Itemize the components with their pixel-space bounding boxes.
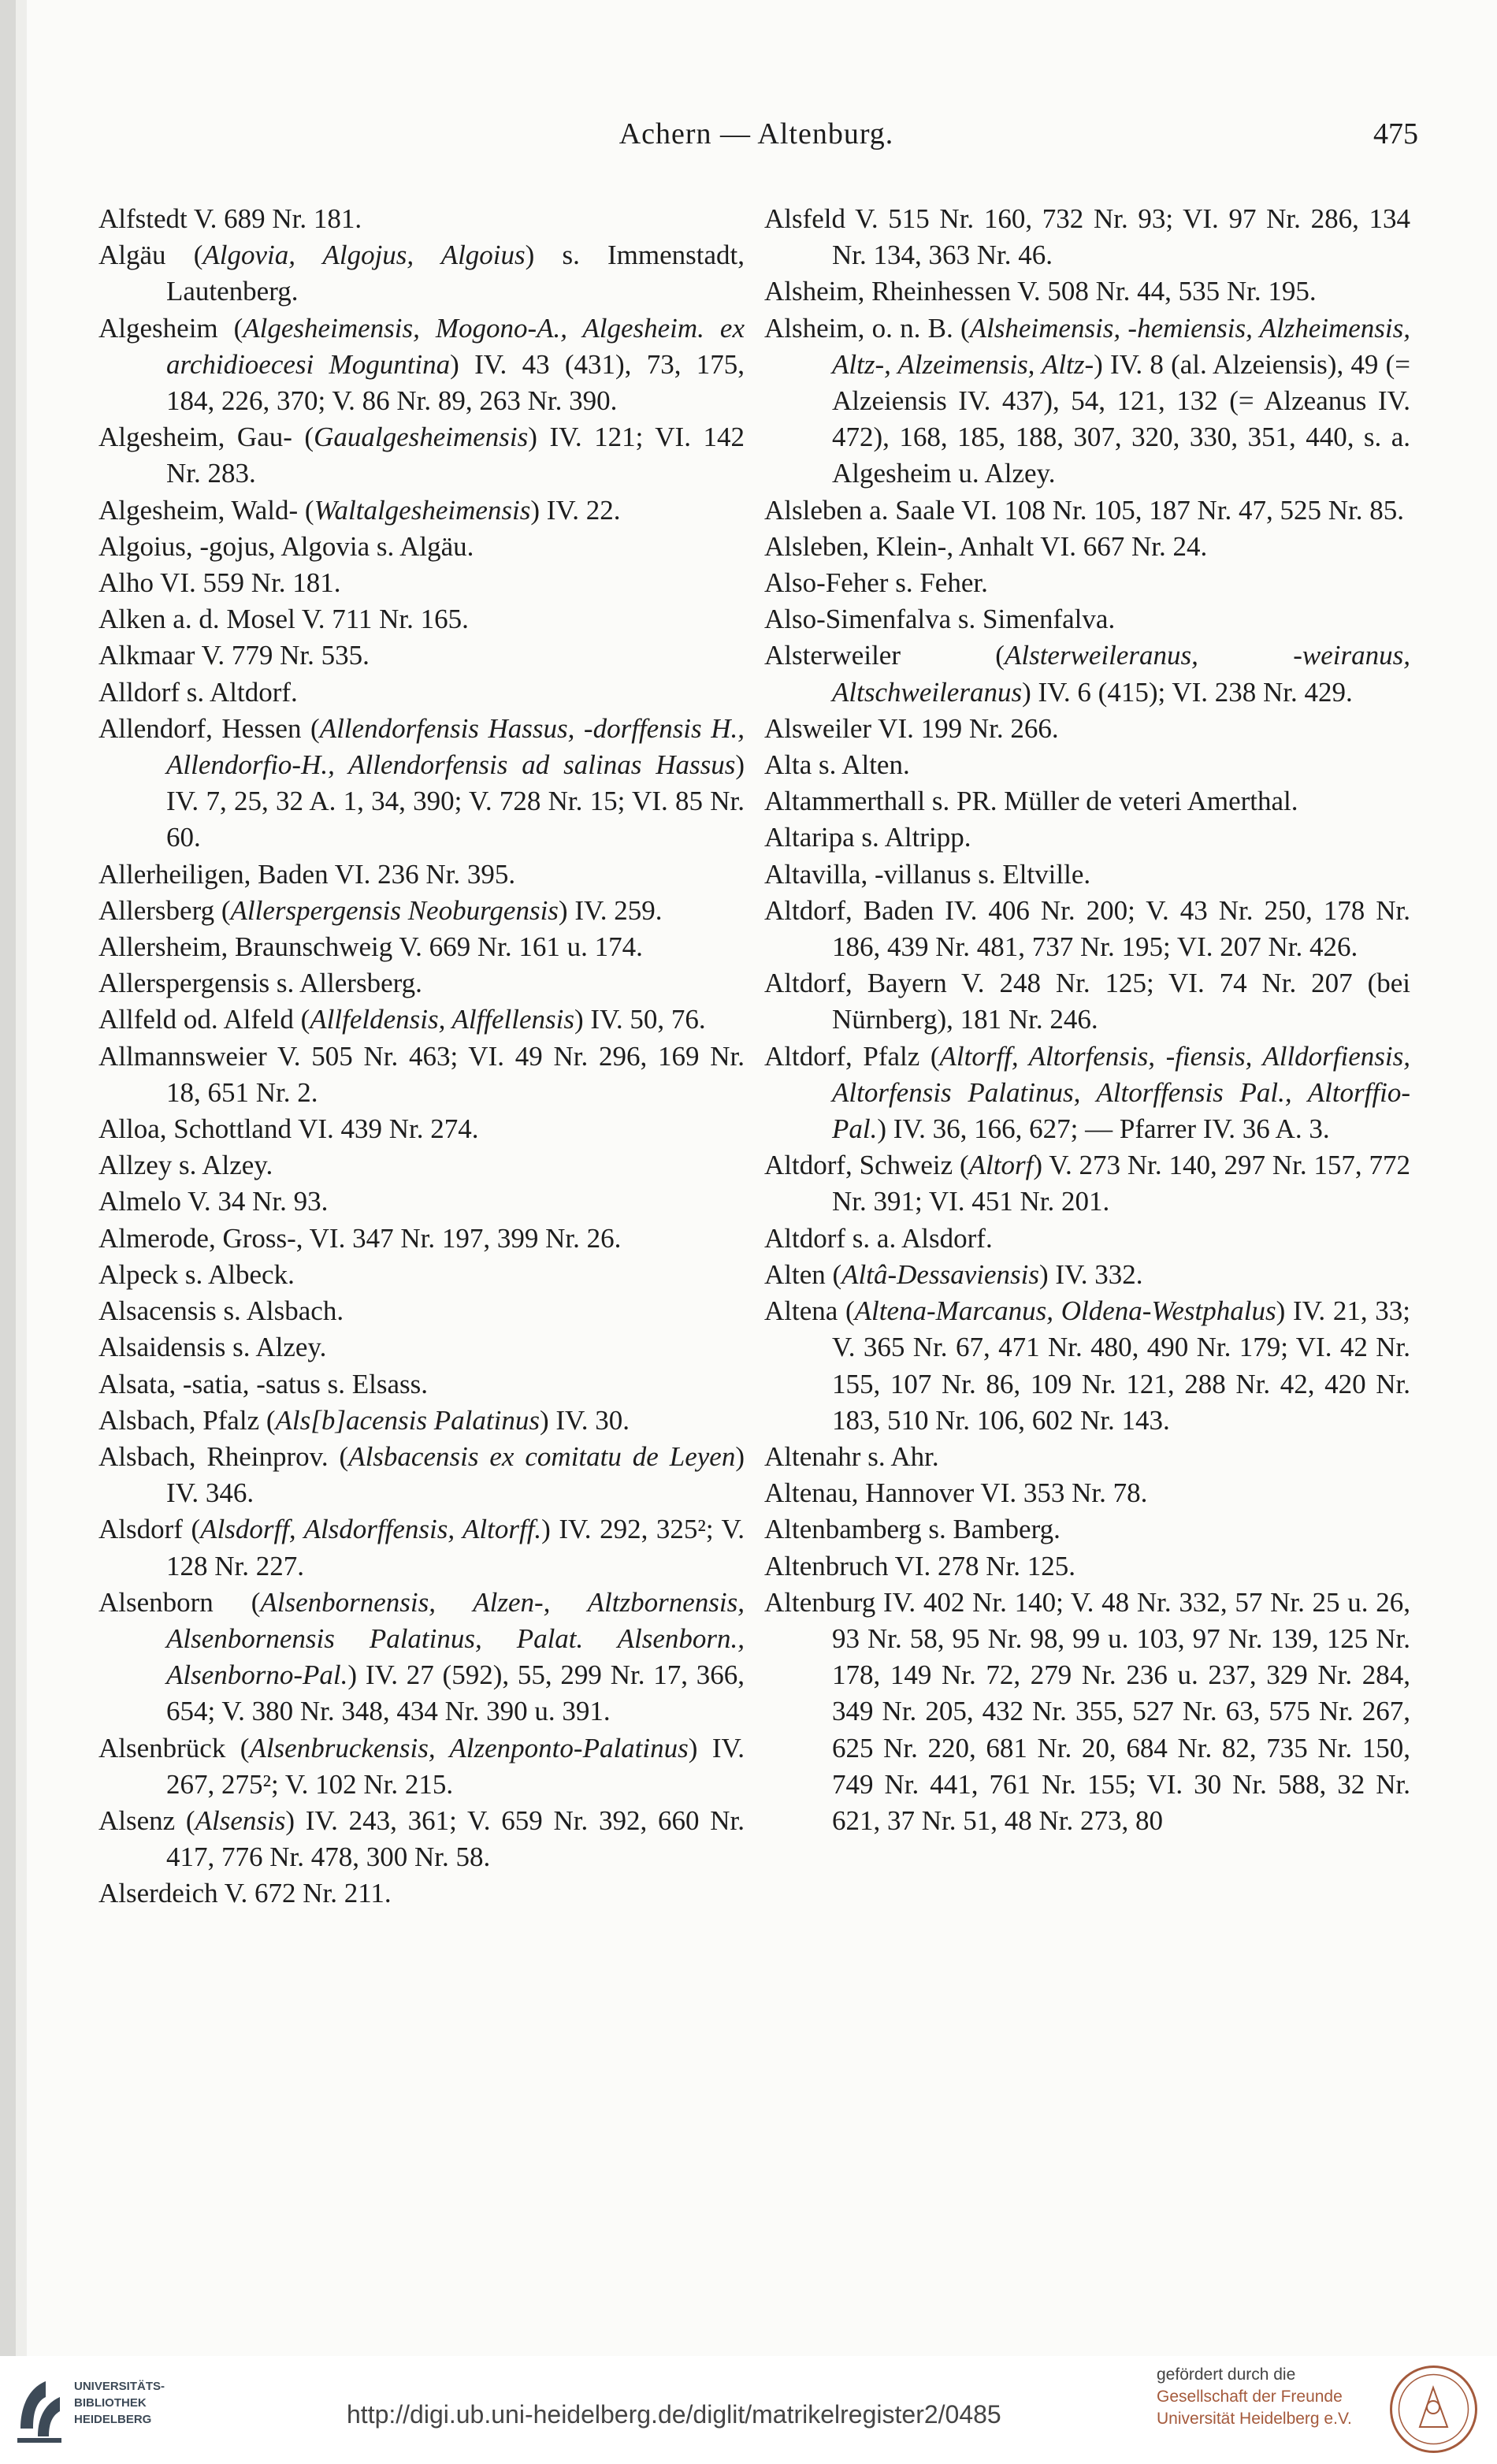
library-name <box>74 2378 165 2428</box>
page-edge-shadow <box>0 0 16 2356</box>
entry-text: Alsaidensis s. Alzey. <box>98 1332 327 1363</box>
entry-text: Alsweiler VI. 199 Nr. 266. <box>764 712 1059 744</box>
entry-text: Alloa, Schottland VI. 439 Nr. 274. <box>98 1113 479 1145</box>
digitization-footer <box>0 2356 1497 2464</box>
entry-text: Allerheiligen, Baden VI. 236 Nr. 395. <box>98 858 516 890</box>
entry-text: ) IV. 121; VI. 142 Nr. 283. <box>166 422 745 489</box>
entry-text: ) s. Immenstadt, Lautenberg. <box>166 240 745 307</box>
latin-name-variants: Algovia, Algojus, Algoius <box>202 240 526 271</box>
latin-name-variants: Allfeldensis, Alffellensis <box>310 1004 574 1035</box>
entry-text: Altenau, Hannover VI. 353 Nr. 78. <box>764 1477 1148 1509</box>
entry-text: Almerode, Gross-, VI. 347 Nr. 197, 399 Nr. 26. <box>98 1222 622 1254</box>
index-entry <box>764 819 1410 856</box>
entry-text: ) IV. 267, 275²; V. 102 Nr. 215. <box>166 1732 745 1800</box>
sponsor-org-line: Gesellschaft der Freunde <box>1157 2388 1343 2406</box>
index-entry <box>764 783 1410 819</box>
entry-text: Alta s. Alten. <box>764 749 910 781</box>
entry-text: Alsenz ( <box>98 1804 195 1836</box>
entry-text: Alsfeld V. 515 Nr. 160, 732 Nr. 93; VI. 97 Nr. 286, 134 Nr. 134, 363 Nr. 46. <box>764 203 1410 271</box>
entry-text: Alsata, -satia, -satus s. Elsass. <box>98 1368 428 1399</box>
entry-text: ) V. 273 Nr. 140, 297 Nr. 157, 772 Nr. 391; VI. 451 Nr. 201. <box>832 1150 1410 1217</box>
index-entry <box>764 1585 1410 1839</box>
latin-name-variants: Altena-Marcanus, Oldena-Westphalus <box>854 1295 1276 1327</box>
entry-text: Allfeld od. Alfeld ( <box>98 1004 310 1035</box>
sponsor-org-line: Universität Heidelberg e.V. <box>1157 2410 1352 2428</box>
index-entry <box>98 637 745 674</box>
latin-name-variants: Alsbacensis ex comitatu de Leyen <box>348 1440 736 1472</box>
latin-name-variants: Algesheimensis, Mogono-A., Algesheim. ex archidioecesi Moguntina <box>166 312 745 380</box>
index-entry <box>764 893 1410 965</box>
index-entry <box>764 1147 1410 1220</box>
latin-name-variants: Alsterweileranus, -weiranus, Altschweileranus <box>832 640 1410 708</box>
index-entry <box>98 1366 745 1403</box>
university-seal-icon <box>1388 2364 1479 2455</box>
latin-name-variants: Allerspergensis Neoburgensis <box>230 894 559 926</box>
entry-text: ) IV. 30. <box>539 1404 630 1436</box>
index-entry <box>98 893 745 929</box>
entry-text: Alfstedt V. 689 Nr. 181. <box>98 203 362 234</box>
index-entry <box>98 601 745 637</box>
latin-name-variants: Altorff, Altorfensis, -fiensis, Alldorfiensis, Altorfensis Palatinus, Altorffensis Pal., Altorffio-Pal. <box>832 1040 1411 1145</box>
entry-text: Algesheim, Gau- ( <box>98 422 314 453</box>
page-edge-highlight <box>16 0 27 2356</box>
entry-text: Also-Simenfalva s. Simenfalva. <box>764 604 1116 635</box>
index-entry <box>98 1803 745 1875</box>
library-name-line: HEIDELBERG <box>74 2413 152 2426</box>
entry-text: Altavilla, -villanus s. Eltville. <box>764 858 1091 890</box>
index-entry <box>98 929 745 965</box>
entry-text: Algoius, -gojus, Algovia s. Algäu. <box>98 530 474 562</box>
entry-text: Algesheim, Wald- ( <box>98 494 314 526</box>
index-entry <box>98 201 745 237</box>
entry-text: ) IV. 36, 166, 627; — Pfarrer IV. 36 A. 3. <box>877 1113 1330 1145</box>
entry-text: Alsbach, Pfalz ( <box>98 1404 276 1436</box>
index-entry <box>98 1221 745 1257</box>
index-entry <box>98 237 745 310</box>
entry-text: Altaripa s. Altripp. <box>764 822 971 853</box>
index-entry <box>98 1329 745 1366</box>
index-entry <box>764 747 1410 783</box>
index-entry <box>98 529 745 565</box>
index-entry <box>98 1439 745 1511</box>
library-emblem-icon <box>14 2373 65 2448</box>
index-entry <box>98 1293 745 1329</box>
entry-text: Allzey s. Alzey. <box>98 1150 273 1181</box>
index-entry <box>764 1221 1410 1257</box>
index-entry <box>764 1257 1410 1293</box>
index-entry <box>98 1002 745 1038</box>
library-name-line: UNIVERSITÄTS- <box>74 2380 165 2393</box>
latin-name-variants: Allendorfensis Hassus, -dorffensis H., Allendorfio-H., Allendorfensis ad salinas Hassus <box>166 712 745 781</box>
library-logo-block[interactable] <box>14 2373 180 2448</box>
index-entry <box>98 1730 745 1803</box>
entry-text: ) IV. 259. <box>558 894 663 926</box>
entry-text: ) IV. 243, 361; V. 659 Nr. 392, 660 Nr. 417, 776 Nr. 478, 300 Nr. 58. <box>166 1804 745 1873</box>
index-entry <box>98 1403 745 1439</box>
index-entry <box>764 1548 1410 1585</box>
index-entry <box>98 711 745 857</box>
entry-text: Algäu ( <box>98 240 203 271</box>
index-entry <box>98 1511 745 1584</box>
latin-name-variants: Alsheimensis, -hemiensis, Alzheimensis, Altz-, Alzeimensis, Altz- <box>832 312 1411 380</box>
entry-text: ) IV. 6 (415); VI. 238 Nr. 429. <box>1022 676 1353 708</box>
index-entry <box>764 965 1410 1038</box>
latin-name-variants: Waltalgesheimensis <box>314 494 531 526</box>
entry-text: Altammerthall s. PR. Müller de veteri Amerthal. <box>764 786 1298 817</box>
index-entry <box>764 1439 1410 1475</box>
entry-text: Alsbach, Rheinprov. ( <box>98 1440 349 1472</box>
entry-text: Alsenborn ( <box>98 1586 261 1618</box>
latin-name-variants: Altorf <box>968 1150 1034 1181</box>
index-entry <box>98 565 745 601</box>
index-entry <box>764 601 1410 637</box>
entry-text: Alsheim, o. n. B. ( <box>764 312 970 344</box>
entry-text: Allendorf, Hessen ( <box>98 712 320 744</box>
entry-text: ) IV. 292, 325²; V. 128 Nr. 227. <box>166 1514 745 1581</box>
entry-text: ) IV. 50, 76. <box>574 1004 706 1035</box>
latin-name-variants: Gaualgesheimensis <box>314 422 529 453</box>
index-entry <box>98 1039 745 1111</box>
entry-text: Almelo V. 34 Nr. 93. <box>98 1186 329 1217</box>
index-entry <box>98 1111 745 1147</box>
index-entry <box>98 419 745 492</box>
entry-text: ) IV. 21, 33; V. 365 Nr. 67, 471 Nr. 480, 490 Nr. 179; VI. 42 Nr. 155, 107 Nr. 86, 109 Nr. 121, 288 Nr. 42, 420 Nr. 183, 510 Nr. 106, 602 Nr. 143. <box>832 1295 1410 1436</box>
index-entry <box>764 857 1410 893</box>
index-entry <box>98 857 745 893</box>
page-number: 475 <box>1373 117 1418 151</box>
entry-text: ) IV. 7, 25, 32 A. 1, 34, 390; V. 728 Nr. 15; VI. 85 Nr. 60. <box>166 749 745 853</box>
index-entry <box>98 492 745 529</box>
index-entry <box>764 492 1410 529</box>
right-column <box>764 201 1410 1839</box>
index-entry <box>764 565 1410 601</box>
entry-text: Altenbamberg s. Bamberg. <box>764 1514 1061 1545</box>
entry-text: Alsacensis s. Alsbach. <box>98 1295 344 1327</box>
source-url-link[interactable]: http://digi.ub.uni-heidelberg.de/diglit/matrikelregister2/0485 <box>347 2400 1001 2429</box>
entry-text: Altenburg IV. 402 Nr. 140; V. 48 Nr. 332, 57 Nr. 25 u. 26, 93 Nr. 58, 95 Nr. 98, 99 u. 103, 97 Nr. 139, 125 Nr. 178, 149 Nr. 72, 279 Nr. 236 u. 237, 329 Nr. 284, 349 Nr. 205, 432 Nr. 355, 527 Nr. 63, 575 Nr. 267, 625 Nr. 220, 681 Nr. 20, 684 Nr. 82, 735 Nr. 150, 749 Nr. 441, 761 Nr. 155; VI. 30 Nr. 588, 32 Nr. 621, 37 Nr. 51, 48 Nr. 273, 80 <box>764 1586 1410 1836</box>
index-entry <box>764 1511 1410 1548</box>
entry-text: ) IV. 43 (431), 73, 175, 184, 226, 370; V. 86 Nr. 89, 263 Nr. 390. <box>166 348 745 417</box>
latin-name-variants: Alsenbornensis, Alzen-, Altzbornensis, Alsenbornensis Palatinus, Palat. Alsenborn., Alsenborno-Pal. <box>166 1586 745 1691</box>
index-entry <box>98 675 745 711</box>
entry-text: ) IV. 27 (592), 55, 299 Nr. 17, 366, 654; V. 380 Nr. 348, 434 Nr. 390 u. 391. <box>166 1659 745 1727</box>
latin-name-variants: Alsensis <box>195 1804 286 1836</box>
index-entry <box>764 637 1410 710</box>
entry-text: Also-Feher s. Feher. <box>764 567 988 599</box>
index-entry <box>98 1257 745 1293</box>
entry-text: Altdorf s. a. Alsdorf. <box>764 1222 993 1254</box>
index-entry <box>764 1039 1410 1148</box>
index-entry <box>98 310 745 420</box>
sponsor-line: gefördert durch die <box>1157 2366 1296 2384</box>
index-entry <box>764 711 1410 747</box>
entry-text: Alkmaar V. 779 Nr. 535. <box>98 640 370 671</box>
sponsor-block <box>1157 2364 1377 2430</box>
entry-text: Altenahr s. Ahr. <box>764 1440 939 1472</box>
entry-text: Alsdorf ( <box>98 1514 201 1545</box>
entry-text: Altdorf, Baden IV. 406 Nr. 200; V. 43 Nr. 250, 178 Nr. 186, 439 Nr. 481, 737 Nr. 195; VI. 207 Nr. 426. <box>764 894 1410 963</box>
index-entry <box>764 1475 1410 1511</box>
library-name-line: BIBLIOTHEK <box>74 2396 147 2410</box>
entry-text: Alho VI. 559 Nr. 181. <box>98 567 341 599</box>
index-entry <box>98 1875 745 1912</box>
entry-text: Altenbruch VI. 278 Nr. 125. <box>764 1550 1075 1581</box>
entry-text: ) IV. 346. <box>166 1440 745 1509</box>
entry-text: Alsleben a. Saale VI. 108 Nr. 105, 187 Nr. 47, 525 Nr. 85. <box>764 494 1405 526</box>
entry-text: Alsterweiler ( <box>764 640 1005 671</box>
index-entry <box>764 201 1410 273</box>
latin-name-variants: Als[b]acensis Palatinus <box>275 1404 540 1436</box>
index-entry <box>764 273 1410 310</box>
latin-name-variants: Alsdorff, Alsdorffensis, Altorff. <box>200 1514 542 1545</box>
index-entry <box>98 1147 745 1184</box>
entry-text: Altena ( <box>764 1295 855 1327</box>
entry-text: Alten ( <box>764 1258 842 1290</box>
index-entry <box>764 310 1410 492</box>
entry-text: Alserdeich V. 672 Nr. 211. <box>98 1878 392 1909</box>
entry-text: Alldorf s. Altdorf. <box>98 676 298 708</box>
entry-text: Allmannsweier V. 505 Nr. 463; VI. 49 Nr. 296, 169 Nr. 18, 651 Nr. 2. <box>98 1040 745 1108</box>
index-entry <box>98 965 745 1002</box>
index-entry <box>764 529 1410 565</box>
entry-text: Allersheim, Braunschweig V. 669 Nr. 161 u. 174. <box>98 931 643 963</box>
entry-text: Allersberg ( <box>98 894 231 926</box>
entry-text: Alsenbrück ( <box>98 1732 250 1763</box>
entry-text: Allerspergensis s. Allersberg. <box>98 968 422 999</box>
index-entry <box>98 1184 745 1220</box>
entry-text: Alken a. d. Mosel V. 711 Nr. 165. <box>98 604 469 635</box>
entry-text: Alpeck s. Albeck. <box>98 1258 295 1290</box>
index-entry <box>764 1293 1410 1439</box>
entry-text: Altdorf, Bayern V. 248 Nr. 125; VI. 74 Nr. 207 (bei Nürnberg), 181 Nr. 246. <box>764 968 1410 1035</box>
page-header <box>95 117 1418 164</box>
entry-text: Algesheim ( <box>98 312 243 344</box>
entry-text: ) IV. 8 (al. Alzeiensis), 49 (= Alzeiensis IV. 437), 54, 121, 132 (= Alzeanus IV. 472), 168, 185, 188, 307, 320, 330, 351, 440, s. a. Algesheim u. Alzey. <box>832 348 1411 489</box>
entry-text: Alsleben, Klein-, Anhalt VI. 667 Nr. 24. <box>764 530 1208 562</box>
entry-text: ) IV. 22. <box>530 494 621 526</box>
running-title: Achern — Altenburg. <box>618 117 894 151</box>
entry-text: ) IV. 332. <box>1038 1258 1143 1290</box>
entry-text: Altdorf, Pfalz ( <box>764 1040 940 1072</box>
left-column <box>98 201 745 1912</box>
latin-name-variants: Alsenbruckensis, Alzenponto-Palatinus <box>249 1732 689 1763</box>
index-entry <box>98 1585 745 1730</box>
entry-text: Alsheim, Rheinhessen V. 508 Nr. 44, 535 Nr. 195. <box>764 276 1317 307</box>
entry-text: Altdorf, Schweiz ( <box>764 1150 969 1181</box>
latin-name-variants: Altâ-Dessaviensis <box>841 1258 1039 1290</box>
